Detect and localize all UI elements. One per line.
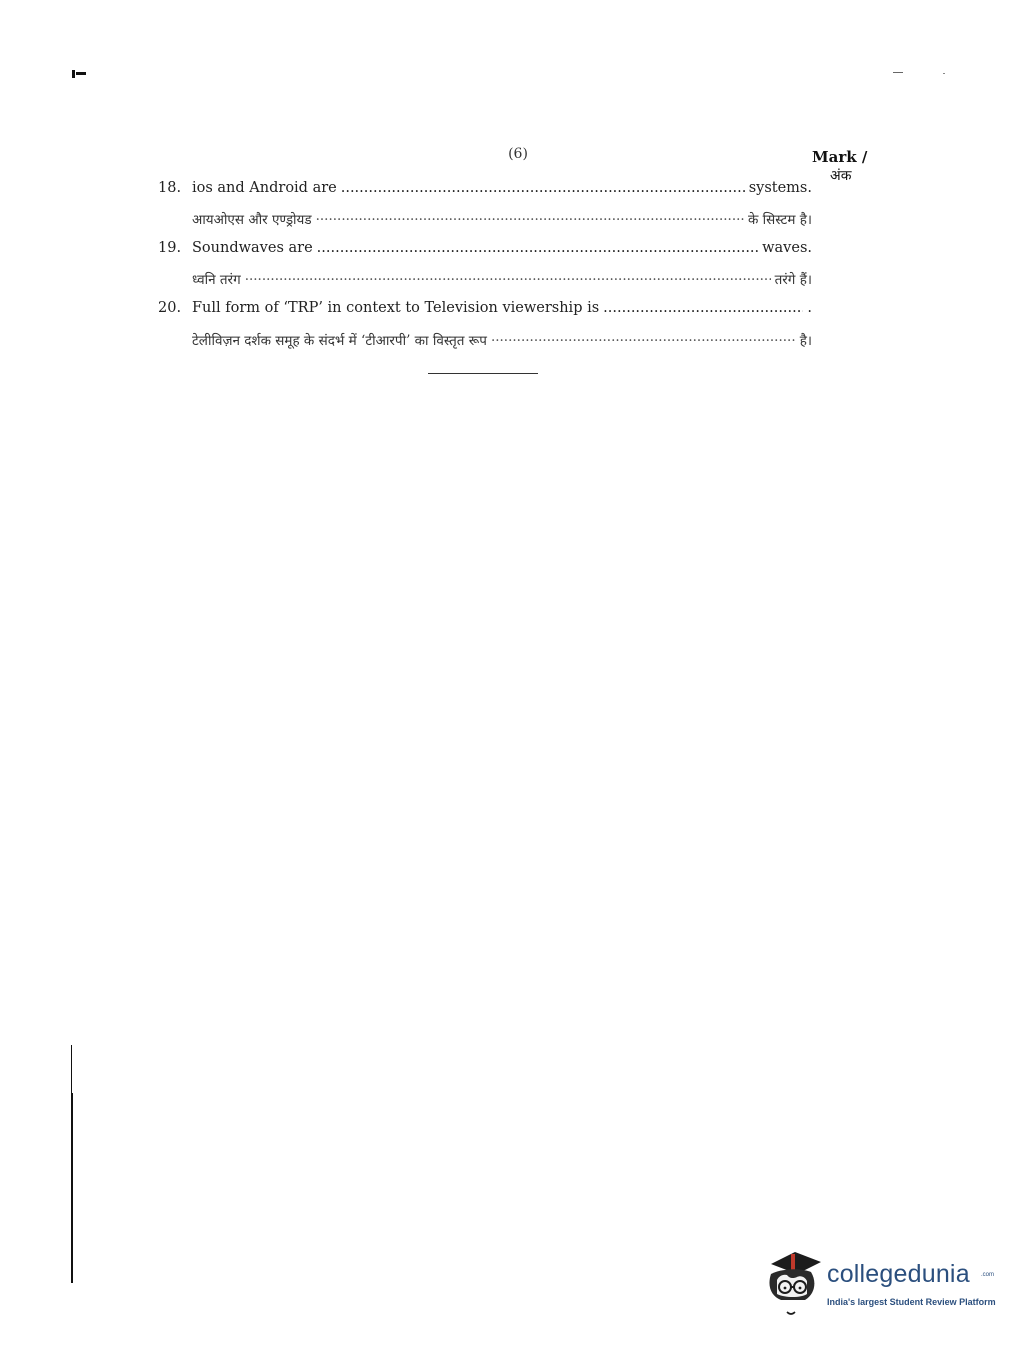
margin-line — [71, 1093, 73, 1283]
logo-wordmark: collegedunia — [827, 1260, 970, 1288]
mark-column-header — [812, 148, 882, 185]
question-20-hindi — [158, 331, 812, 353]
question-text-hindi: आयओएस और एण्ड्रोयड — [192, 212, 312, 228]
scan-mark — [943, 73, 945, 74]
question-18-hindi — [158, 210, 812, 232]
question-number: 19. — [158, 240, 182, 256]
answer-blank[interactable] — [491, 333, 796, 349]
question-text-hindi: ध्वनि तरंग — [192, 272, 241, 288]
logo-domain-suffix: .com — [981, 1272, 995, 1278]
answer-blank[interactable] — [341, 180, 745, 196]
question-text: Soundwaves are — [192, 240, 313, 256]
question-18-english — [158, 180, 812, 202]
question-text: ios and Android are — [192, 180, 337, 196]
question-text-hindi-end: के सिस्टम है। — [748, 212, 812, 228]
collegedunia-logo — [765, 1250, 995, 1320]
answer-blank[interactable] — [603, 300, 803, 316]
question-text-hindi-end: तरंगे हैं। — [774, 272, 812, 288]
question-number: 20. — [158, 300, 182, 316]
question-text-end: systems. — [748, 180, 812, 196]
question-text-hindi-end: है। — [799, 333, 812, 349]
end-of-section-rule — [428, 373, 538, 374]
corner-registration-mark — [72, 70, 88, 78]
mark-header-english: Mark / — [812, 148, 868, 166]
margin-line — [71, 1045, 72, 1093]
answer-blank[interactable] — [316, 212, 744, 228]
question-text-hindi: टेलीविज़न दर्शक समूह के संदर्भ में ‘टीआरपी’ का विस्तृत रूप — [192, 333, 487, 349]
question-19-hindi — [158, 270, 812, 292]
question-20-english — [158, 300, 812, 322]
question-19-english — [158, 240, 812, 262]
mark-header-hindi: अंक — [830, 168, 852, 184]
answer-blank[interactable] — [245, 272, 771, 288]
question-text-end: waves. — [762, 240, 812, 256]
question-text-end: . — [807, 300, 812, 316]
page-number: (6) — [508, 146, 528, 162]
answer-blank[interactable] — [317, 240, 758, 256]
question-text: Full form of ‘TRP’ in context to Television viewership is — [192, 300, 600, 316]
scan-mark — [893, 72, 903, 73]
logo-tagline: India's largest Student Review Platform — [827, 1297, 996, 1307]
question-number: 18. — [158, 180, 182, 196]
mascot-icon — [765, 1250, 827, 1320]
